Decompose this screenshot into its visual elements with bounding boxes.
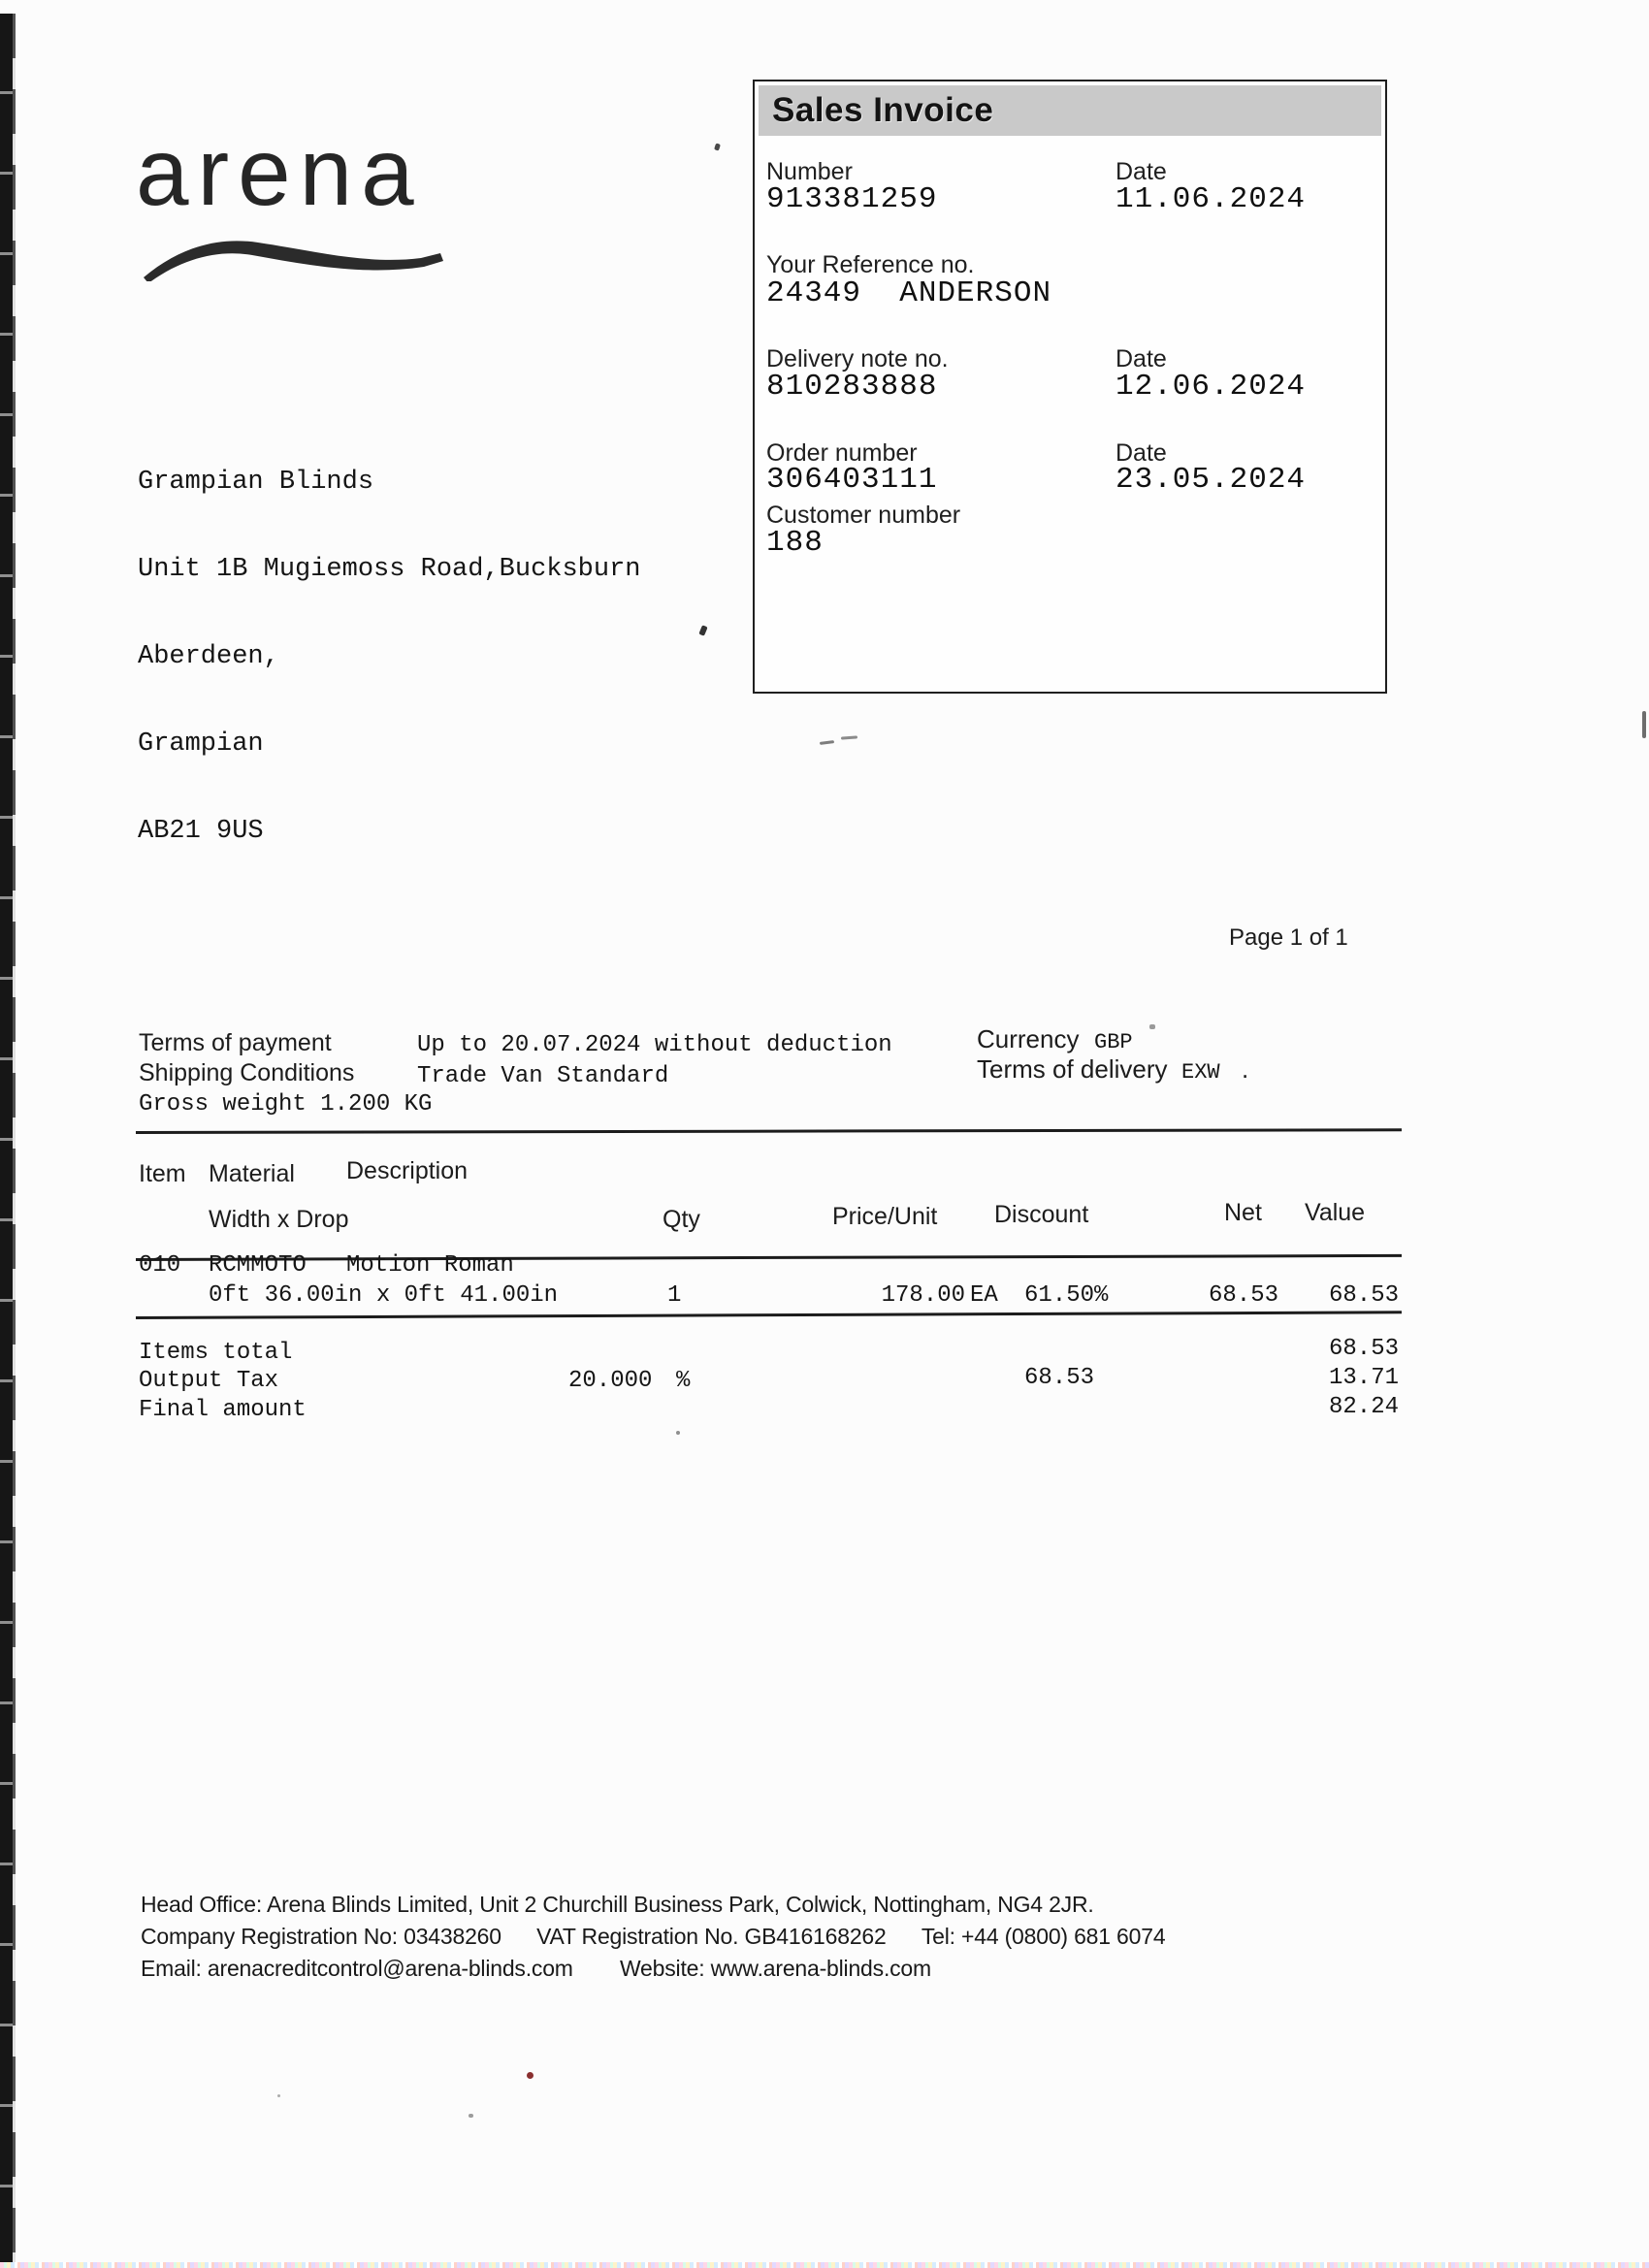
reference-value: 24349 ANDERSON xyxy=(766,276,1052,310)
row-width-drop: 0ft 36.00in x 0ft 41.00in xyxy=(209,1282,559,1309)
arena-logo xyxy=(136,118,450,281)
arena-logo-text: arena xyxy=(136,118,423,225)
table-bottom-rule xyxy=(136,1311,1402,1319)
delivery-date-label: Date xyxy=(1116,345,1167,373)
row-discount: 61.50% xyxy=(1024,1282,1109,1309)
output-tax-base: 68.53 xyxy=(1024,1365,1095,1391)
output-tax-value: 13.71 xyxy=(1328,1365,1399,1391)
scan-speck xyxy=(676,1431,680,1435)
scan-noise-strip xyxy=(0,2262,1649,2268)
col-header-price-unit: Price/Unit xyxy=(832,1203,938,1230)
sales-invoice-box xyxy=(753,80,1387,694)
col-header-width-drop: Width x Drop xyxy=(209,1206,349,1233)
order-number-label: Order number xyxy=(766,439,918,467)
recipient-address-line: Grampian xyxy=(138,729,264,759)
col-header-discount: Discount xyxy=(994,1201,1089,1228)
sales-invoice-title: Sales Invoice xyxy=(772,91,994,129)
items-total-value: 68.53 xyxy=(1328,1336,1399,1362)
row-description: Motion Roman xyxy=(346,1252,514,1279)
col-header-value: Value xyxy=(1305,1199,1366,1226)
sales-invoice-title-bar xyxy=(759,85,1381,136)
col-header-item: Item xyxy=(139,1160,186,1187)
row-unit: EA xyxy=(970,1282,998,1309)
scan-speck xyxy=(469,2114,473,2118)
footer-tel: Tel: +44 (0800) 681 6074 xyxy=(921,1924,1166,1949)
invoice-date-label: Date xyxy=(1116,158,1167,185)
footer-contact-line xyxy=(141,1956,931,1982)
currency-label: Currency xyxy=(977,1024,1080,1053)
reference-label: Your Reference no. xyxy=(766,251,975,278)
footer-website: Website: www.arena-blinds.com xyxy=(619,1956,931,1981)
recipient-address-line: Aberdeen, xyxy=(138,642,279,671)
final-amount-value: 82.24 xyxy=(1328,1394,1399,1420)
scan-speck xyxy=(841,735,857,739)
gross-weight: Gross weight 1.200 KG xyxy=(139,1091,433,1118)
scan-speck xyxy=(527,2072,534,2079)
page-indicator: Page 1 of 1 xyxy=(1229,924,1348,951)
customer-number-value: 188 xyxy=(766,526,824,560)
table-header-rule xyxy=(136,1254,1402,1261)
scan-edge-strip xyxy=(0,14,13,2262)
invoice-date-value: 11.06.2024 xyxy=(1116,182,1307,216)
footer-email: Email: arenacreditcontrol@arena-blinds.com xyxy=(141,1956,573,1981)
recipient-address-line: AB21 9US xyxy=(138,817,264,846)
arena-logo-swoosh-icon xyxy=(138,221,450,281)
customer-number-label: Customer number xyxy=(766,502,961,529)
recipient-address-line: Unit 1B Mugiemoss Road,Bucksburn xyxy=(138,555,641,584)
delivery-note-value: 810283888 xyxy=(766,370,938,404)
delivery-date-value: 12.06.2024 xyxy=(1116,370,1307,404)
output-tax-rate: 20.000 xyxy=(568,1368,653,1394)
terms-of-payment-value: Up to 20.07.2024 without deduction xyxy=(417,1032,892,1058)
scan-speck xyxy=(277,2094,280,2097)
terms-of-payment-label: Terms of payment xyxy=(139,1029,332,1056)
scan-speck xyxy=(698,625,707,636)
terms-of-delivery-label: Terms of delivery xyxy=(977,1054,1168,1084)
row-item-number: 010 xyxy=(139,1252,181,1279)
recipient-address xyxy=(138,409,640,904)
row-value: 68.53 xyxy=(1328,1282,1399,1309)
footer-company-reg: Company Registration No: 03438260 xyxy=(141,1924,501,1949)
invoice-number-value: 913381259 xyxy=(766,182,938,216)
items-total-label: Items total xyxy=(139,1340,293,1366)
order-date-label: Date xyxy=(1116,439,1167,467)
scan-speck xyxy=(1149,1024,1155,1029)
shipping-conditions-value: Trade Van Standard xyxy=(417,1063,669,1089)
table-top-rule xyxy=(136,1128,1402,1134)
scan-speck xyxy=(1642,711,1646,738)
output-tax-label: Output Tax xyxy=(139,1368,279,1394)
row-price-unit: 178.00 xyxy=(881,1282,965,1309)
col-header-net: Net xyxy=(1224,1199,1262,1226)
invoice-number-label: Number xyxy=(766,158,853,185)
row-material: RCMMOTO xyxy=(209,1252,307,1279)
terms-of-delivery-value: EXW xyxy=(1181,1060,1220,1085)
col-header-qty: Qty xyxy=(663,1206,700,1233)
delivery-note-label: Delivery note no. xyxy=(766,345,949,373)
shipping-conditions-label: Shipping Conditions xyxy=(139,1059,355,1086)
footer-registration-line xyxy=(141,1924,1165,1950)
row-qty: 1 xyxy=(667,1282,682,1309)
final-amount-label: Final amount xyxy=(139,1397,307,1423)
row-net: 68.53 xyxy=(1208,1282,1278,1309)
terms-of-delivery-suffix: . xyxy=(1242,1054,1249,1084)
footer-head-office: Head Office: Arena Blinds Limited, Unit 2 Churchill Business Park, Colwick, Nottingham, NG4 2JR. xyxy=(141,1892,1094,1917)
scan-speck xyxy=(714,143,721,150)
order-date-value: 23.05.2024 xyxy=(1116,463,1307,497)
col-header-description: Description xyxy=(346,1157,469,1184)
currency-value: GBP xyxy=(1094,1030,1133,1054)
order-number-value: 306403111 xyxy=(766,463,938,497)
recipient-address-line: Grampian Blinds xyxy=(138,468,374,497)
scan-speck xyxy=(820,740,834,745)
output-tax-percent-sign: % xyxy=(676,1368,691,1394)
footer-vat-reg: VAT Registration No. GB416168262 xyxy=(536,1924,887,1949)
col-header-material: Material xyxy=(209,1160,295,1187)
